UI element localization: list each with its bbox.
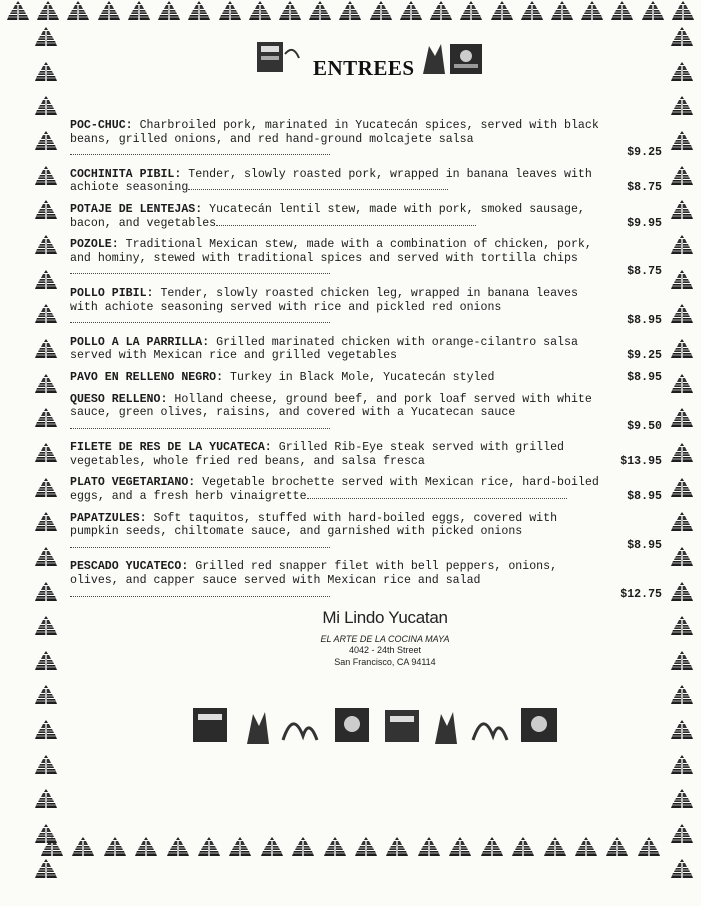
item-price: $9.95: [627, 216, 662, 230]
pyramid-icon: [670, 442, 694, 464]
pyramid-icon: [34, 95, 58, 117]
item-description: Charbroiled pork, marinated in Yucatecán spices, served with black beans, grilled onions, and red hand-ground molcajete salsa: [70, 119, 599, 146]
item-name: POC-CHUC:: [70, 119, 133, 132]
menu-item: [70, 560, 662, 601]
pyramid-icon: [34, 199, 58, 221]
pyramid-icon: [323, 836, 347, 858]
pyramid-icon: [670, 165, 694, 187]
pyramid-icon: [103, 836, 127, 858]
item-name: PAVO EN RELLENO NEGRO:: [70, 370, 224, 384]
pyramid-icon: [550, 0, 574, 22]
pyramid-icon: [34, 788, 58, 810]
menu-item: [70, 238, 662, 279]
border-right: [668, 26, 696, 880]
menu-item: [70, 371, 662, 385]
restaurant-info: [300, 608, 470, 668]
pyramid-icon: [34, 546, 58, 568]
item-price: $9.25: [627, 146, 662, 160]
pyramid-icon: [134, 836, 158, 858]
pyramid-icon: [670, 788, 694, 810]
item-name: FILETE DE RES DE LA YUCATECA:: [70, 441, 272, 455]
restaurant-name: Mi Lindo Yucatan: [322, 608, 448, 627]
pyramid-icon: [459, 0, 483, 22]
pyramid-icon: [670, 95, 694, 117]
street-address: 4042 - 24th Street: [348, 645, 422, 655]
item-name: POTAJE DE LENTEJAS:: [70, 202, 203, 216]
menu-item: [70, 441, 662, 468]
pyramid-icon: [34, 269, 58, 291]
item-description: Grilled red snapper filet with bell peppers, onions, olives, and capper sauce served with Mexican rice and salad: [70, 560, 558, 588]
pyramid-icon: [670, 546, 694, 568]
pyramid-icon: [34, 511, 58, 533]
item-price: $13.95: [620, 454, 662, 468]
pyramid-icon: [670, 511, 694, 533]
item-name: POLLO PIBIL:: [70, 286, 154, 300]
pyramid-icon: [670, 338, 694, 360]
menu-item: [70, 119, 662, 160]
item-description: Tender, slowly roasted chicken leg, wrapped in banana leaves with achiote seasoning served with rice and pickled red onions: [70, 286, 578, 314]
pyramid-icon: [166, 836, 190, 858]
city-address: San Francisco, CA 94114: [334, 657, 436, 667]
pyramid-icon: [670, 754, 694, 776]
item-name: POZOLE:: [70, 238, 119, 252]
mayan-glyph-icon: [185, 700, 565, 752]
item-price: $9.50: [627, 419, 662, 433]
pyramid-icon: [641, 0, 665, 22]
pyramid-icon: [670, 615, 694, 637]
pyramid-icon: [480, 836, 504, 858]
pyramid-icon: [228, 836, 252, 858]
menu-item: [70, 512, 662, 553]
pyramid-icon: [34, 615, 58, 637]
menu-item: [70, 168, 662, 195]
pyramid-icon: [6, 0, 30, 22]
pyramid-icon: [34, 442, 58, 464]
pyramid-icon: [670, 199, 694, 221]
pyramid-icon: [670, 858, 694, 880]
pyramid-icon: [429, 0, 453, 22]
pyramid-icon: [670, 130, 694, 152]
pyramid-icon: [218, 0, 242, 22]
pyramid-icon: [369, 0, 393, 22]
pyramid-icon: [670, 26, 694, 48]
item-description: Traditional Mexican stew, made with a combination of chicken, pork, and hominy, stewed with traditional spices and served with tortilla chips: [70, 238, 592, 265]
pyramid-icon: [670, 581, 694, 603]
menu-item: [70, 336, 662, 363]
menu-item: [70, 393, 662, 434]
pyramid-icon: [66, 0, 90, 22]
item-name: PAPATZULES:: [70, 511, 147, 525]
pyramid-icon: [36, 0, 60, 22]
item-price: $9.25: [627, 349, 662, 363]
item-name: QUESO RELLENO:: [70, 392, 168, 406]
pyramid-icon: [71, 836, 95, 858]
item-description: Soft taquitos, stuffed with hard-boiled eggs, covered with pumpkin seeds, chiltomate sauce, and garnished with picked onions: [70, 511, 558, 539]
pyramid-icon: [34, 477, 58, 499]
pyramid-icon: [448, 836, 472, 858]
pyramid-icon: [308, 0, 332, 22]
pyramid-icon: [610, 0, 634, 22]
item-description: Turkey in Black Mole, Yucatecán styled: [230, 370, 495, 384]
pyramid-icon: [670, 407, 694, 429]
item-price: $8.95: [627, 538, 662, 552]
item-description: Vegetable brochette served with Mexican rice, hard-boiled eggs, and a fresh herb vinaigrette: [70, 476, 599, 504]
pyramid-icon: [34, 373, 58, 395]
pyramid-icon: [670, 373, 694, 395]
pyramid-icon: [417, 836, 441, 858]
pyramid-icon: [605, 836, 629, 858]
pyramid-icon: [670, 269, 694, 291]
pyramid-icon: [670, 684, 694, 706]
pyramid-icon: [34, 754, 58, 776]
pyramid-icon: [671, 0, 695, 22]
pyramid-icon: [670, 719, 694, 741]
pyramid-icon: [34, 26, 58, 48]
item-description: Holland cheese, ground beef, and pork loaf served with white sauce, green olives, raisins, and covered with a Yucatecan sauce: [70, 392, 592, 420]
pyramid-icon: [670, 61, 694, 83]
pyramid-icon: [260, 836, 284, 858]
item-description: Grilled marinated chicken with orange-cilantro salsa served with Mexican rice and grilled vegetables: [70, 335, 578, 363]
pyramid-icon: [34, 338, 58, 360]
pyramid-icon: [670, 477, 694, 499]
pyramid-icon: [291, 836, 315, 858]
pyramid-icon: [34, 165, 58, 187]
pyramid-icon: [157, 0, 181, 22]
item-price: $8.95: [627, 314, 662, 328]
pyramid-icon: [34, 61, 58, 83]
pyramid-icon: [34, 719, 58, 741]
item-price: $8.75: [627, 265, 662, 279]
pyramid-icon: [511, 836, 535, 858]
item-price: $8.95: [627, 370, 662, 384]
border-left: [32, 26, 60, 880]
page-title: ENTREES: [313, 56, 415, 80]
pyramid-icon: [670, 650, 694, 672]
pyramid-icon: [637, 836, 661, 858]
pyramid-icon: [580, 0, 604, 22]
pyramid-icon: [670, 234, 694, 256]
border-bottom: [0, 836, 701, 862]
pyramid-icon: [34, 823, 58, 845]
pyramid-icon: [354, 836, 378, 858]
entree-list: [70, 119, 662, 609]
menu-item: [70, 476, 662, 503]
menu-item: [70, 203, 662, 230]
pyramid-icon: [187, 0, 211, 22]
pyramid-icon: [670, 303, 694, 325]
pyramid-icon: [34, 684, 58, 706]
pyramid-icon: [34, 130, 58, 152]
pyramid-icon: [278, 0, 302, 22]
pyramid-icon: [385, 836, 409, 858]
border-top: [0, 0, 701, 26]
menu-item: [70, 287, 662, 328]
item-description: Tender, slowly roasted pork, wrapped in banana leaves with achiote seasoning: [70, 167, 592, 195]
item-name: PLATO VEGETARIANO:: [70, 476, 196, 490]
pyramid-icon: [543, 836, 567, 858]
pyramid-icon: [34, 234, 58, 256]
item-name: POLLO A LA PARRILLA:: [70, 335, 210, 349]
item-description: Yucatecán lentil stew, made with pork, smoked sausage, bacon, and vegetables: [70, 202, 585, 230]
pyramid-icon: [127, 0, 151, 22]
pyramid-icon: [574, 836, 598, 858]
pyramid-icon: [34, 650, 58, 672]
pyramid-icon: [399, 0, 423, 22]
item-description: Grilled Rib-Eye steak served with grilled vegetables, whole fried red beans, and salsa fresca: [70, 441, 564, 468]
pyramid-icon: [490, 0, 514, 22]
pyramid-icon: [97, 0, 121, 22]
pyramid-icon: [34, 407, 58, 429]
pyramid-icon: [248, 0, 272, 22]
item-price: $12.75: [620, 587, 662, 601]
pyramid-icon: [197, 836, 221, 858]
item-price: $8.75: [627, 181, 662, 195]
tagline: EL ARTE DE LA COCINA MAYA: [320, 634, 450, 644]
pyramid-icon: [670, 823, 694, 845]
item-name: PESCADO YUCATECO:: [70, 560, 189, 574]
pyramid-icon: [338, 0, 362, 22]
pyramid-icon: [34, 303, 58, 325]
pyramid-icon: [34, 858, 58, 880]
pyramid-icon: [34, 581, 58, 603]
pyramid-icon: [520, 0, 544, 22]
item-price: $8.95: [627, 490, 662, 504]
item-name: COCHINITA PIBIL:: [70, 167, 182, 181]
